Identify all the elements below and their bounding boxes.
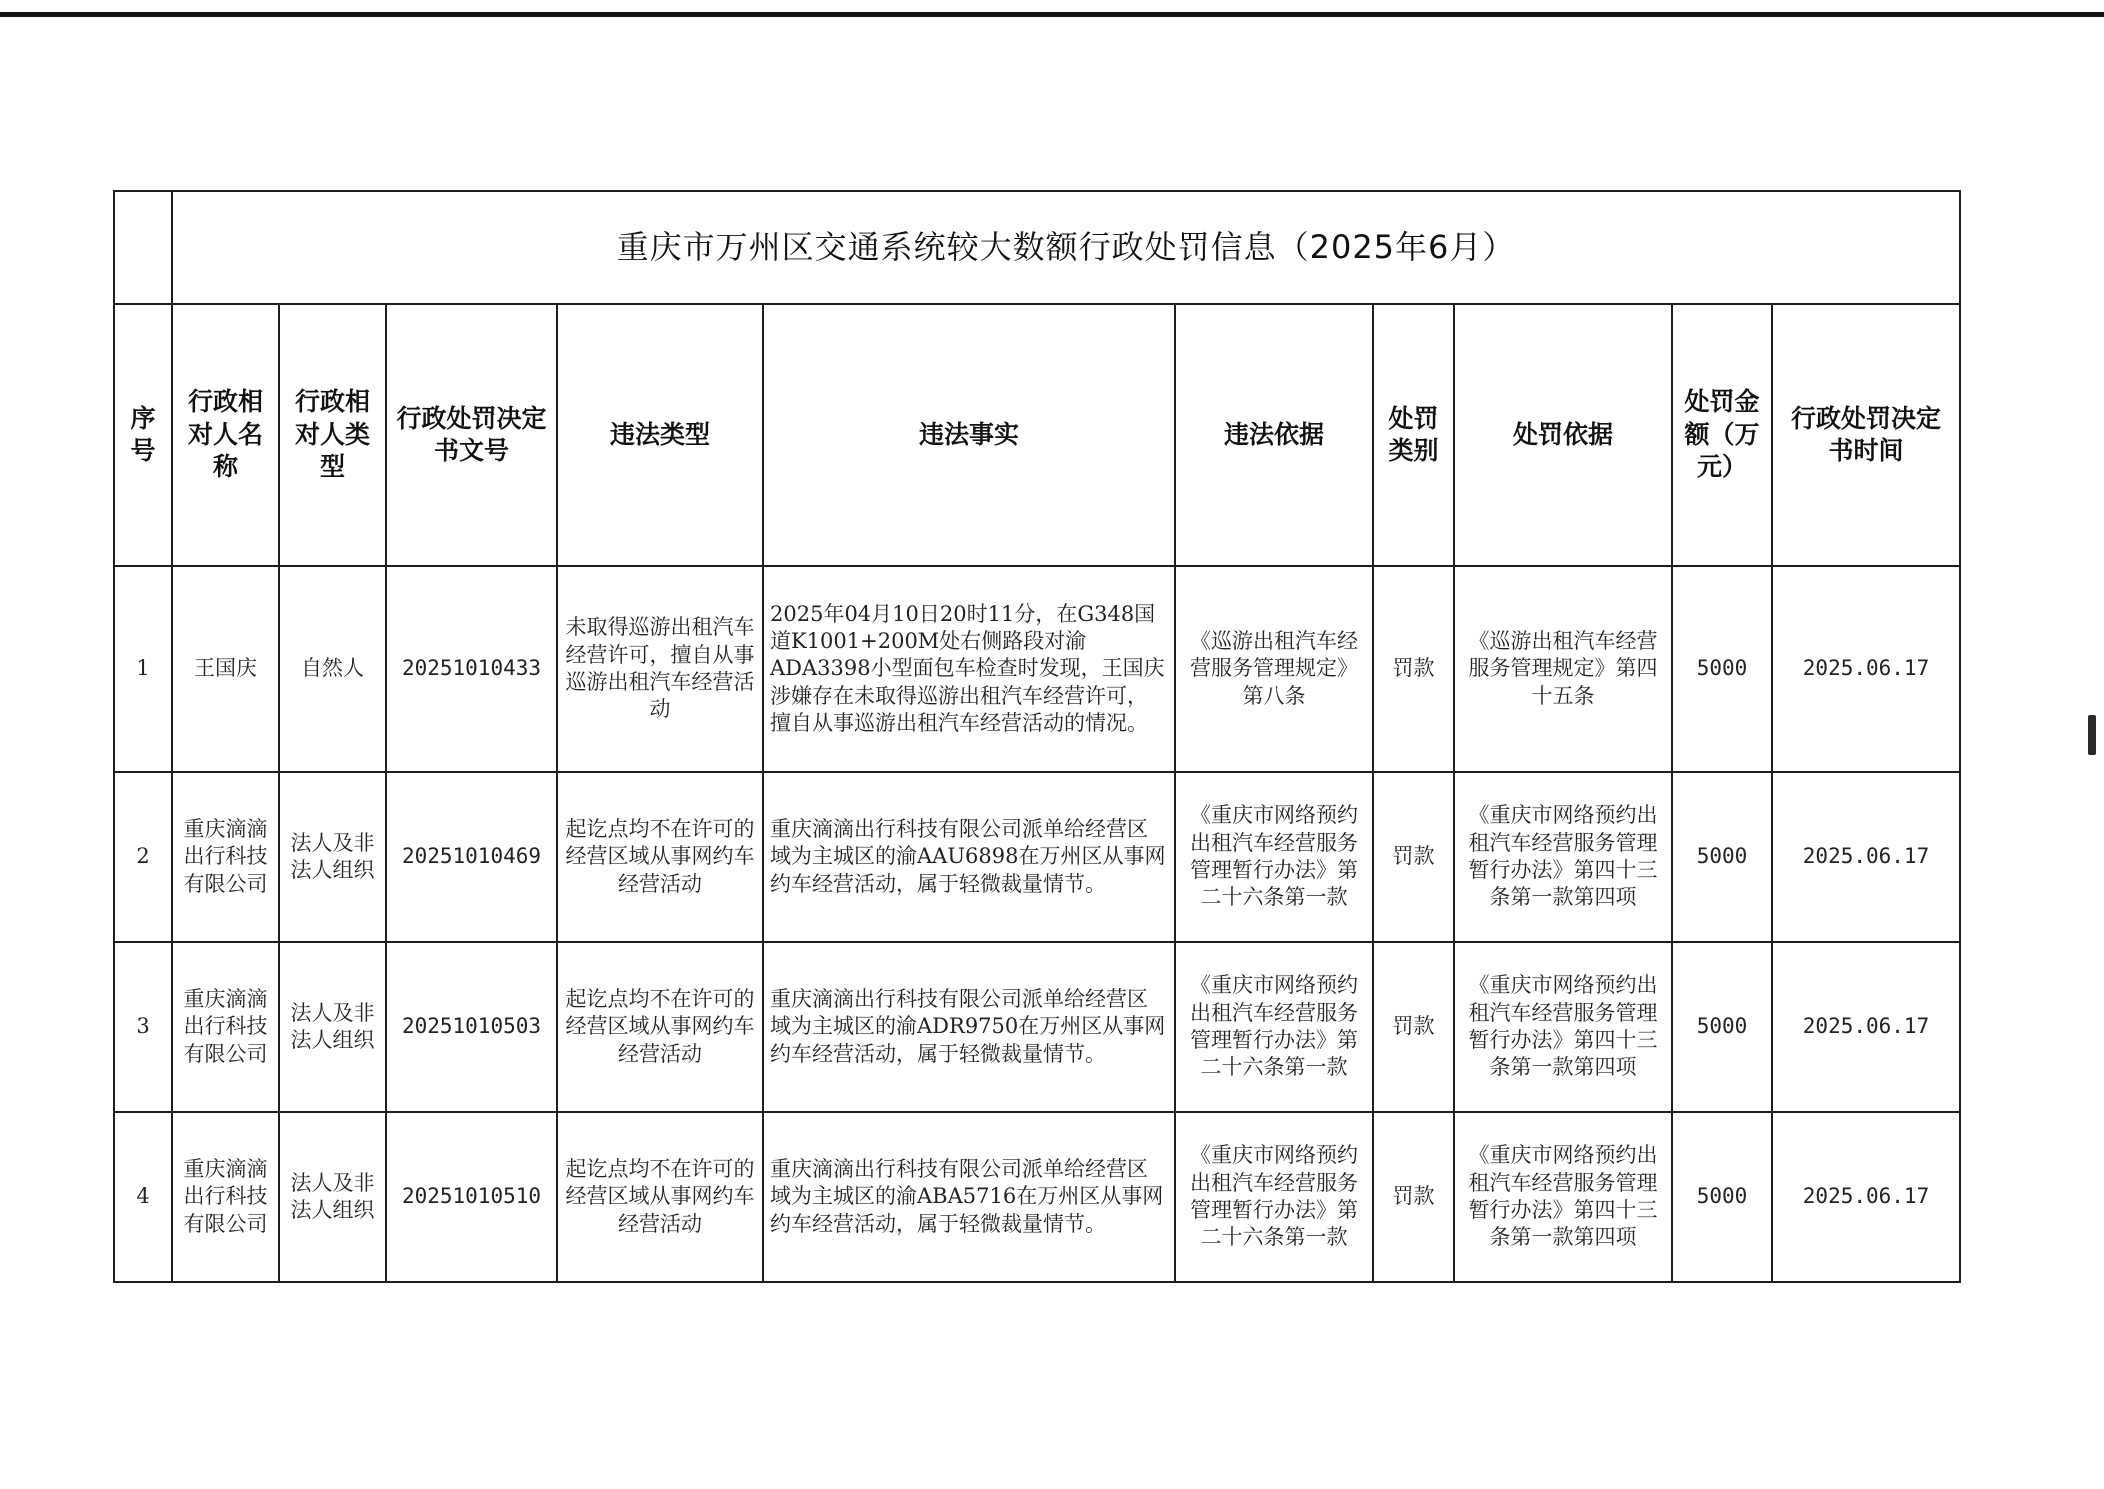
- cell-party-type: 法人及非法人组织: [279, 772, 386, 942]
- cell-legal-basis: 《重庆市网络预约出租汽车经营服务管理暂行办法》第二十六条第一款: [1175, 942, 1373, 1112]
- header-violation-type: 违法类型: [557, 304, 763, 566]
- cell-decision-date: 2025.06.17: [1772, 1112, 1960, 1282]
- cell-party-type: 法人及非法人组织: [279, 1112, 386, 1282]
- table-row: [114, 942, 1960, 1112]
- table-row: [114, 566, 1960, 772]
- cell-seq: 1: [114, 566, 172, 772]
- cell-doc-no: 20251010503: [386, 942, 557, 1112]
- header-seq: 序号: [114, 304, 172, 566]
- cell-facts: 2025年04月10日20时11分，在G348国道K1001+200M处右侧路段对渝ADA3398小型面包车检查时发现，王国庆涉嫌存在未取得巡游出租汽车经营许可，擅自从事巡游出租汽车经营活动的情况。: [763, 566, 1175, 772]
- cell-party-type: 自然人: [279, 566, 386, 772]
- cell-penalty-category: 罚款: [1373, 942, 1454, 1112]
- cell-seq: 4: [114, 1112, 172, 1282]
- cell-facts: 重庆滴滴出行科技有限公司派单给经营区域为主城区的渝ABA5716在万州区从事网约车经营活动，属于轻微裁量情节。: [763, 1112, 1175, 1282]
- cell-penalty-basis: 《重庆市网络预约出租汽车经营服务管理暂行办法》第四十三条第一款第四项: [1454, 942, 1672, 1112]
- header-penalty-category: 处罚类别: [1373, 304, 1454, 566]
- table-row: [114, 1112, 1960, 1282]
- cell-penalty-basis: 《重庆市网络预约出租汽车经营服务管理暂行办法》第四十三条第一款第四项: [1454, 1112, 1672, 1282]
- cell-facts: 重庆滴滴出行科技有限公司派单给经营区域为主城区的渝AAU6898在万州区从事网约车经营活动，属于轻微裁量情节。: [763, 772, 1175, 942]
- cell-legal-basis: 《巡游出租汽车经营服务管理规定》第八条: [1175, 566, 1373, 772]
- cell-amount: 5000: [1672, 942, 1772, 1112]
- cell-doc-no: 20251010510: [386, 1112, 557, 1282]
- cell-amount: 5000: [1672, 1112, 1772, 1282]
- cell-violation-type: 起讫点均不在许可的经营区域从事网约车经营活动: [557, 1112, 763, 1282]
- cell-decision-date: 2025.06.17: [1772, 942, 1960, 1112]
- cell-seq: 3: [114, 942, 172, 1112]
- cell-party-name: 重庆滴滴出行科技有限公司: [172, 1112, 279, 1282]
- cell-decision-date: 2025.06.17: [1772, 566, 1960, 772]
- header-penalty-basis: 处罚依据: [1454, 304, 1672, 566]
- scan-edge-mark: [2088, 715, 2096, 755]
- penalty-info-table: [113, 190, 1961, 1283]
- cell-doc-no: 20251010433: [386, 566, 557, 772]
- cell-facts: 重庆滴滴出行科技有限公司派单给经营区域为主城区的渝ADR9750在万州区从事网约车经营活动，属于轻微裁量情节。: [763, 942, 1175, 1112]
- cell-party-name: 重庆滴滴出行科技有限公司: [172, 772, 279, 942]
- header-decision-date: 行政处罚决定书时间: [1772, 304, 1960, 566]
- cell-penalty-category: 罚款: [1373, 566, 1454, 772]
- header-row: [114, 304, 1960, 566]
- header-amount: 处罚金额（万元）: [1672, 304, 1772, 566]
- cell-doc-no: 20251010469: [386, 772, 557, 942]
- cell-penalty-category: 罚款: [1373, 772, 1454, 942]
- title-left-blank: [114, 191, 172, 304]
- cell-violation-type: 起讫点均不在许可的经营区域从事网约车经营活动: [557, 942, 763, 1112]
- cell-legal-basis: 《重庆市网络预约出租汽车经营服务管理暂行办法》第二十六条第一款: [1175, 1112, 1373, 1282]
- cell-penalty-category: 罚款: [1373, 1112, 1454, 1282]
- table-title: 重庆市万州区交通系统较大数额行政处罚信息（2025年6月）: [172, 191, 1960, 304]
- cell-amount: 5000: [1672, 566, 1772, 772]
- cell-party-name: 王国庆: [172, 566, 279, 772]
- table-row: [114, 772, 1960, 942]
- header-doc-no: 行政处罚决定书文号: [386, 304, 557, 566]
- top-border-rule: [0, 12, 2104, 17]
- header-party-type: 行政相对人类型: [279, 304, 386, 566]
- cell-decision-date: 2025.06.17: [1772, 772, 1960, 942]
- header-facts: 违法事实: [763, 304, 1175, 566]
- cell-amount: 5000: [1672, 772, 1772, 942]
- cell-penalty-basis: 《巡游出租汽车经营服务管理规定》第四十五条: [1454, 566, 1672, 772]
- cell-violation-type: 未取得巡游出租汽车经营许可，擅自从事巡游出租汽车经营活动: [557, 566, 763, 772]
- cell-legal-basis: 《重庆市网络预约出租汽车经营服务管理暂行办法》第二十六条第一款: [1175, 772, 1373, 942]
- cell-party-name: 重庆滴滴出行科技有限公司: [172, 942, 279, 1112]
- cell-violation-type: 起讫点均不在许可的经营区域从事网约车经营活动: [557, 772, 763, 942]
- header-legal-basis: 违法依据: [1175, 304, 1373, 566]
- cell-seq: 2: [114, 772, 172, 942]
- cell-penalty-basis: 《重庆市网络预约出租汽车经营服务管理暂行办法》第四十三条第一款第四项: [1454, 772, 1672, 942]
- title-row: [114, 191, 1960, 304]
- cell-party-type: 法人及非法人组织: [279, 942, 386, 1112]
- header-party-name: 行政相对人名称: [172, 304, 279, 566]
